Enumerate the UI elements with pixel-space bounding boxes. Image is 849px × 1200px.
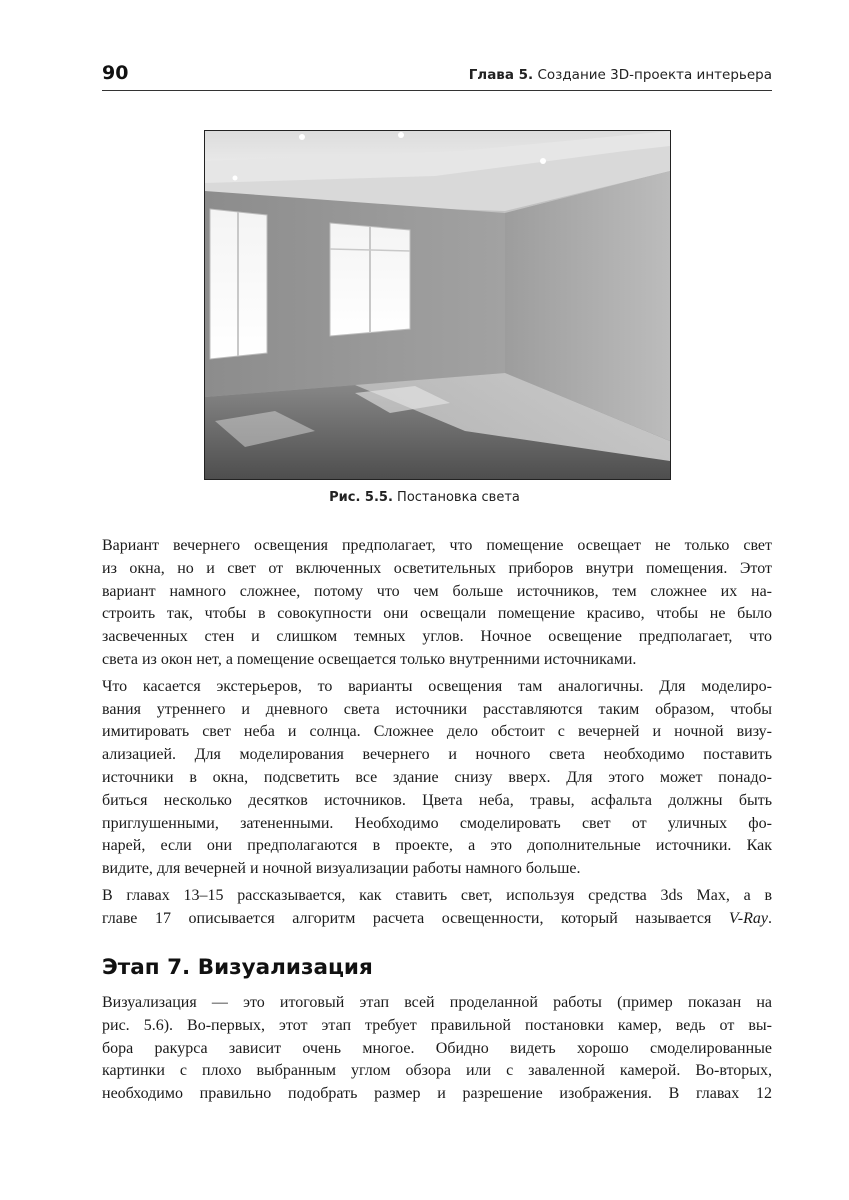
page-header: [102, 62, 772, 91]
text-run: главе 17 описывается алгоритм расчета освещенности, который называется: [102, 909, 729, 927]
figure-room-render: [204, 130, 671, 480]
caption-text: Постановка света: [392, 490, 520, 505]
section-heading: Этап 7. Визуализация: [102, 955, 373, 980]
text-line: [102, 908, 772, 931]
text-line: из окна, но и свет от включенных осветительных приборов внутри помещения. Этот: [102, 559, 772, 577]
text-run: .: [768, 909, 772, 927]
body-text-section: [102, 992, 772, 1106]
figure-caption: [0, 490, 849, 505]
text-line: нарей, если они предполагаются в проекте, а это дополнительные источники. Как: [102, 837, 772, 855]
text-line: вания утреннего и дневного света источники расставляются таким образом, чтобы: [102, 700, 772, 718]
vray-term: V-Ray: [728, 909, 768, 927]
paragraph-3: [102, 885, 772, 931]
text-line: биться несколько десятков источников. Цвета неба, травы, асфальта должны быть: [102, 791, 772, 809]
text-line: света из окон нет, а помещение освещается только внутренними источниками.: [102, 650, 637, 668]
text-line: необходимо правильно подобрать размер и разрешение изображения. В главах 12: [102, 1085, 772, 1103]
text-line: Что касается экстерьеров, то варианты освещения там аналогичны. Для моделиро-: [102, 677, 772, 695]
text-line: вариант намного сложнее, потому что чем больше источников, тем сложнее их на-: [102, 582, 772, 600]
text-line: видите, для вечерней и ночной визуализации работы намного больше.: [102, 860, 581, 878]
caption-label: Рис. 5.5.: [329, 490, 393, 505]
text-line: В главах 13–15 рассказывается, как ставить свет, используя средства 3ds Max, а в: [102, 886, 772, 904]
text-line: Визуализация — это итоговый этап всей проделанной работы (пример показан на: [102, 994, 772, 1011]
body-text-top: [102, 535, 772, 931]
running-head: [469, 67, 772, 83]
text-line: засвеченных стен и слишком темных углов. Ночное освещение предполагает, что: [102, 628, 772, 646]
room-render-image: [205, 131, 670, 479]
text-line: приглушенными, затененными. Необходимо смоделировать свет от уличных фо-: [102, 814, 772, 832]
paragraph-4: [102, 992, 772, 1106]
chapter-label: Глава 5.: [468, 67, 534, 83]
text-line: Вариант вечернего освещения предполагает, что помещение освещает не только свет: [102, 537, 772, 554]
page-number: 90: [102, 62, 129, 84]
text-line: бора ракурса зависит очень многое. Обидно видеть хорошо смоделированные: [102, 1039, 772, 1057]
text-line: ализацией. Для моделирования вечернего и ночного света необходимо поставить: [102, 746, 772, 764]
text-line: картинки с плохо выбранным углом обзора или с заваленной камерой. Во-вторых,: [102, 1062, 772, 1080]
paragraph-2: [102, 676, 772, 881]
text-line: источники в окна, подсветить все здание снизу вверх. Для этого может понадо-: [102, 768, 772, 786]
text-line: рис. 5.6). Во-первых, этот этап требует правильной постановки камер, ведь от вы-: [102, 1016, 772, 1034]
paragraph-1: [102, 535, 772, 672]
chapter-title: Создание 3D-проекта интерьера: [533, 67, 772, 83]
text-line: строить так, чтобы в совокупности они освещали помещение красиво, чтобы не было: [102, 605, 772, 623]
text-line: имитировать свет неба и солнца. Сложнее дело обстоит с вечерней и ночной визу-: [102, 723, 772, 741]
